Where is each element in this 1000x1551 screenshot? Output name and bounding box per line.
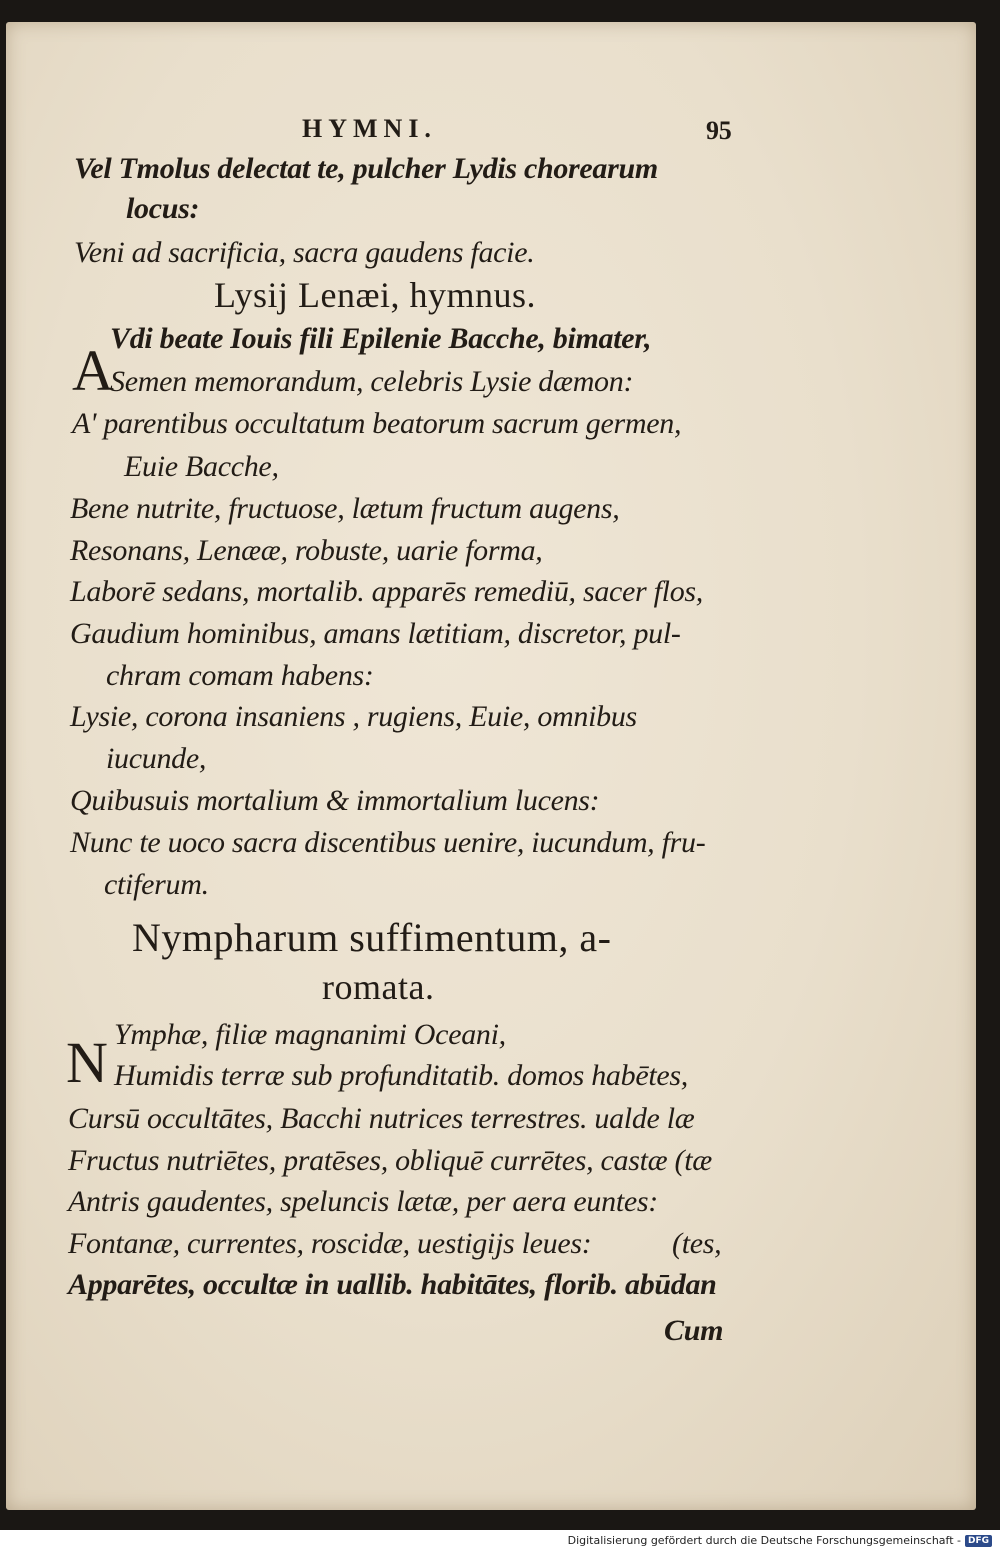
text-line: Vel Tmolus delectat te, pulcher Lydis chorearum xyxy=(74,152,658,185)
digitization-footer xyxy=(0,1530,1000,1551)
text-line: Veni ad sacrificia, sacra gaudens facie. xyxy=(74,236,535,269)
text-line: ctiferum. xyxy=(104,868,209,901)
text-line: Apparētes, occultæ in uallib. habitātes, florib. abūdan xyxy=(68,1268,717,1301)
text-line-overflow: (tes, xyxy=(672,1227,722,1260)
section-title-continued: romata. xyxy=(322,967,435,1007)
text-line: Vdi beate Iouis fili Epilenie Bacche, bimater, xyxy=(110,322,652,355)
section-title: Lysij Lenæi, hymnus. xyxy=(214,275,537,315)
text-line: Quibusuis mortalium & immortalium lucens: xyxy=(70,784,600,817)
text-line: A' parentibus occultatum beatorum sacrum germen, xyxy=(72,407,682,440)
text-line: Lysie, corona insaniens , rugiens, Euie, omnibus xyxy=(70,700,637,733)
text-line: Resonans, Lenææ, robuste, uarie forma, xyxy=(70,534,543,567)
drop-cap: A xyxy=(72,338,114,403)
text-line: chram comam habens: xyxy=(106,659,374,692)
text-line: Humidis terræ sub profunditatib. domos habētes, xyxy=(114,1059,688,1092)
text-line: Cursū occultātes, Bacchi nutrices terrestres. ualde læ xyxy=(68,1102,695,1135)
drop-cap: N xyxy=(66,1030,108,1095)
catchword: Cum xyxy=(664,1314,724,1347)
text-line: Gaudium hominibus, amans lætitiam, discretor, pul- xyxy=(70,617,681,650)
text-line: Semen memorandum, celebris Lysie dæmon: xyxy=(110,365,634,398)
text-line: Euie Bacche, xyxy=(124,450,279,483)
text-line: iucunde, xyxy=(106,742,207,775)
dfg-logo: DFG xyxy=(965,1535,992,1547)
section-title: Nympharum suffimentum, a- xyxy=(132,915,612,960)
text-line: Ymphæ, filiæ magnanimi Oceani, xyxy=(114,1018,506,1051)
text-line: Nunc te uoco sacra discentibus uenire, iucundum, fru- xyxy=(70,826,706,859)
footer-credit: Digitalisierung gefördert durch die Deutsche Forschungsgemeinschaft - xyxy=(567,1534,961,1547)
book-page xyxy=(6,22,976,1510)
text-line: Bene nutrite, fructuose, lætum fructum augens, xyxy=(70,492,620,525)
text-line: Antris gaudentes, speluncis lætæ, per aera euntes: xyxy=(68,1185,658,1218)
running-head: HYMNI. xyxy=(302,114,437,143)
text-line: Laborē sedans, mortalib. apparēs remediū, sacer flos, xyxy=(70,575,703,608)
page-number: 95 xyxy=(706,116,732,145)
text-line: locus: xyxy=(126,192,200,225)
text-line: Fontanæ, currentes, roscidæ, uestigijs leues: xyxy=(68,1227,592,1260)
text-line: Fructus nutriētes, pratēses, obliquē currētes, castæ (tæ xyxy=(68,1144,712,1177)
